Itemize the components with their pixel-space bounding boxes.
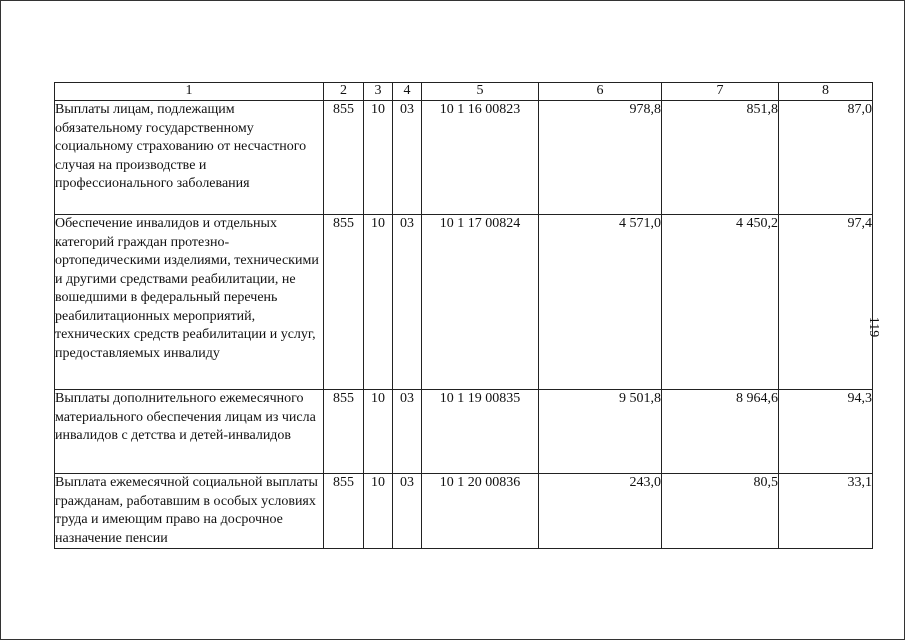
row-code-subsection: 03 bbox=[393, 390, 422, 474]
row-code-admin: 855 bbox=[324, 101, 364, 215]
table-row bbox=[55, 101, 873, 215]
row-value-actual: 80,5 bbox=[662, 474, 779, 549]
row-code-admin: 855 bbox=[324, 390, 364, 474]
row-code-admin: 855 bbox=[324, 215, 364, 390]
budget-table bbox=[54, 82, 873, 549]
header-col-6: 6 bbox=[539, 83, 662, 101]
row-value-actual: 851,8 bbox=[662, 101, 779, 215]
row-value-plan: 243,0 bbox=[539, 474, 662, 549]
budget-table-container bbox=[54, 82, 873, 549]
row-value-percent: 94,3 bbox=[779, 390, 873, 474]
page-number: 119 bbox=[866, 316, 881, 338]
row-value-percent: 33,1 bbox=[779, 474, 873, 549]
row-code-subsection: 03 bbox=[393, 474, 422, 549]
row-value-plan: 978,8 bbox=[539, 101, 662, 215]
row-value-actual: 4 450,2 bbox=[662, 215, 779, 390]
header-col-4: 4 bbox=[393, 83, 422, 101]
row-code-section: 10 bbox=[364, 215, 393, 390]
header-col-3: 3 bbox=[364, 83, 393, 101]
row-code-section: 10 bbox=[364, 390, 393, 474]
header-col-7: 7 bbox=[662, 83, 779, 101]
row-code-section: 10 bbox=[364, 101, 393, 215]
row-code-admin: 855 bbox=[324, 474, 364, 549]
row-code-target: 10 1 20 00836 bbox=[422, 474, 539, 549]
header-col-2: 2 bbox=[324, 83, 364, 101]
row-value-percent: 87,0 bbox=[779, 101, 873, 215]
row-code-subsection: 03 bbox=[393, 215, 422, 390]
row-code-section: 10 bbox=[364, 474, 393, 549]
row-name: Выплаты дополнительного ежемесячного материального обеспечения лицам из числа инвалидов с детства и детей-инвалидов bbox=[55, 390, 324, 474]
row-code-target: 10 1 16 00823 bbox=[422, 101, 539, 215]
row-value-percent: 97,4 bbox=[779, 215, 873, 390]
row-name: Выплаты лицам, подлежащим обязательному государственному социальному страхованию от несчастного случая на производстве и профессионального заболевания bbox=[55, 101, 324, 215]
row-value-plan: 4 571,0 bbox=[539, 215, 662, 390]
table-row bbox=[55, 474, 873, 549]
header-col-8: 8 bbox=[779, 83, 873, 101]
row-code-subsection: 03 bbox=[393, 101, 422, 215]
row-code-target: 10 1 17 00824 bbox=[422, 215, 539, 390]
header-col-5: 5 bbox=[422, 83, 539, 101]
row-value-plan: 9 501,8 bbox=[539, 390, 662, 474]
header-row bbox=[55, 83, 873, 101]
table-row bbox=[55, 390, 873, 474]
table-row bbox=[55, 215, 873, 390]
header-col-1: 1 bbox=[55, 83, 324, 101]
row-code-target: 10 1 19 00835 bbox=[422, 390, 539, 474]
row-value-actual: 8 964,6 bbox=[662, 390, 779, 474]
row-name: Обеспечение инвалидов и отдельных категорий граждан протезно-ортопедическими изделиями, техническими и другими средствами реабилитации, не вошедшими в федеральный перечень реабилитационных мероприятий, технических средств реабилитации и услуг, предоставляемых инвалиду bbox=[55, 215, 324, 390]
row-name: Выплата ежемесячной социальной выплаты гражданам, работавшим в особых условиях труда и имеющим право на досрочное назначение пенсии bbox=[55, 474, 324, 549]
